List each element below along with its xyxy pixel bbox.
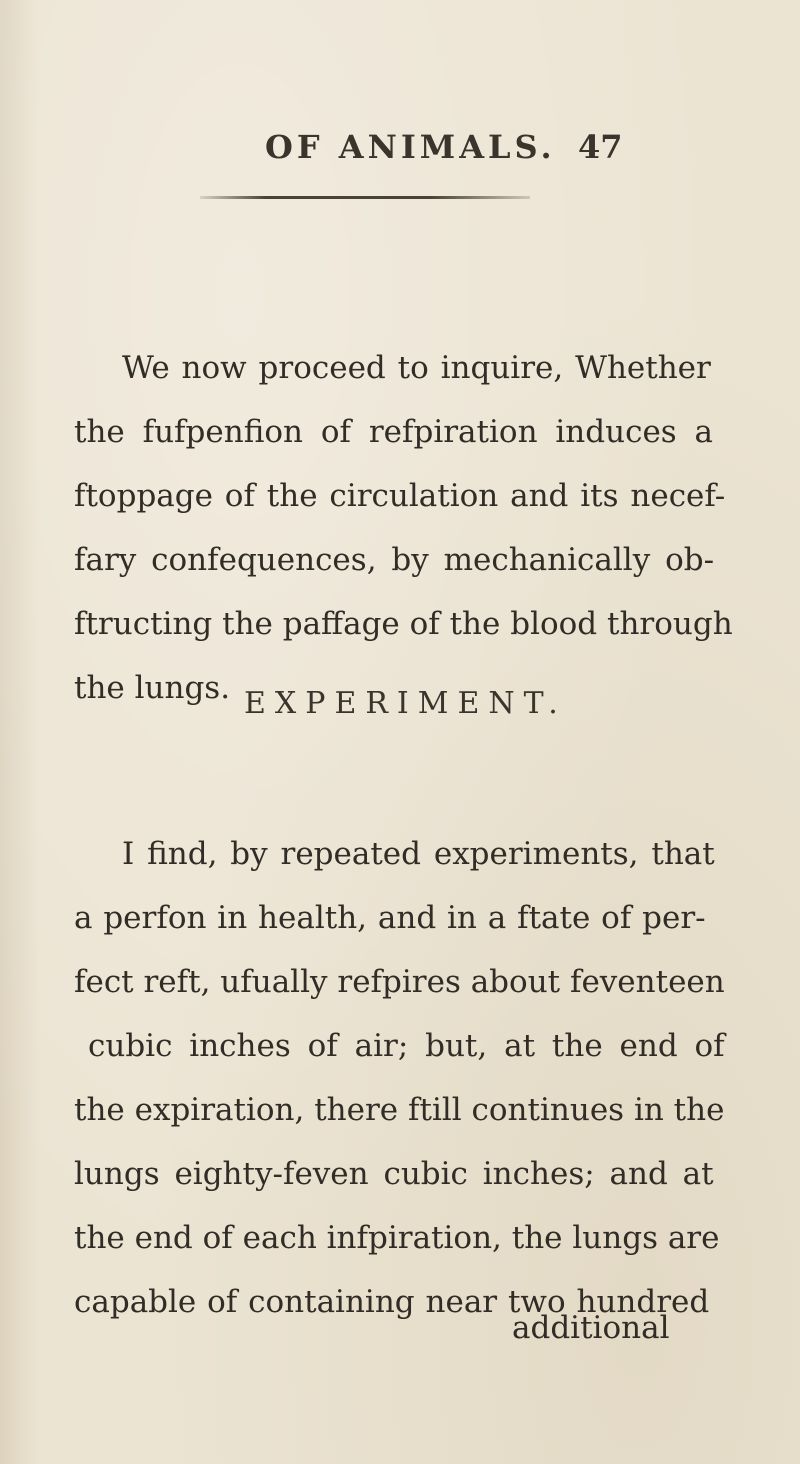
text-line: fary confequences, by mechanically ob- [74, 542, 715, 578]
text-line: cubic inches of air; but, at the end of [88, 1028, 725, 1064]
text-line: the end of each infpiration, the lungs are [74, 1220, 720, 1256]
text-line: ftoppage of the circulation and its necef- [74, 478, 726, 514]
page-number: 47 [578, 128, 623, 166]
text-line: ftructing the paffage of the blood through [74, 606, 733, 642]
text-line: We now proceed to inquire, Whether [122, 350, 711, 386]
header-rule [200, 196, 530, 199]
text-line: the fufpenfion of refpiration induces a [74, 414, 714, 450]
text-line: the expiration, there ftill continues in the [74, 1092, 725, 1128]
text-line: lungs eighty-feven cubic inches; and at [74, 1156, 714, 1192]
running-head [0, 128, 800, 172]
text-line: I find, by repeated experiments, that [122, 836, 715, 872]
text-line: fect reft, ufually refpires about feventeen [74, 964, 725, 1000]
text-line: a perfon in health, and in a ftate of per- [74, 900, 706, 936]
running-title: OF ANIMALS. [265, 128, 556, 166]
text-line: capable of containing near two hundred [74, 1284, 710, 1320]
text-line: the lungs. [74, 670, 231, 706]
catchword: additional [512, 1310, 670, 1346]
section-heading: EXPERIMENT. [244, 686, 567, 721]
